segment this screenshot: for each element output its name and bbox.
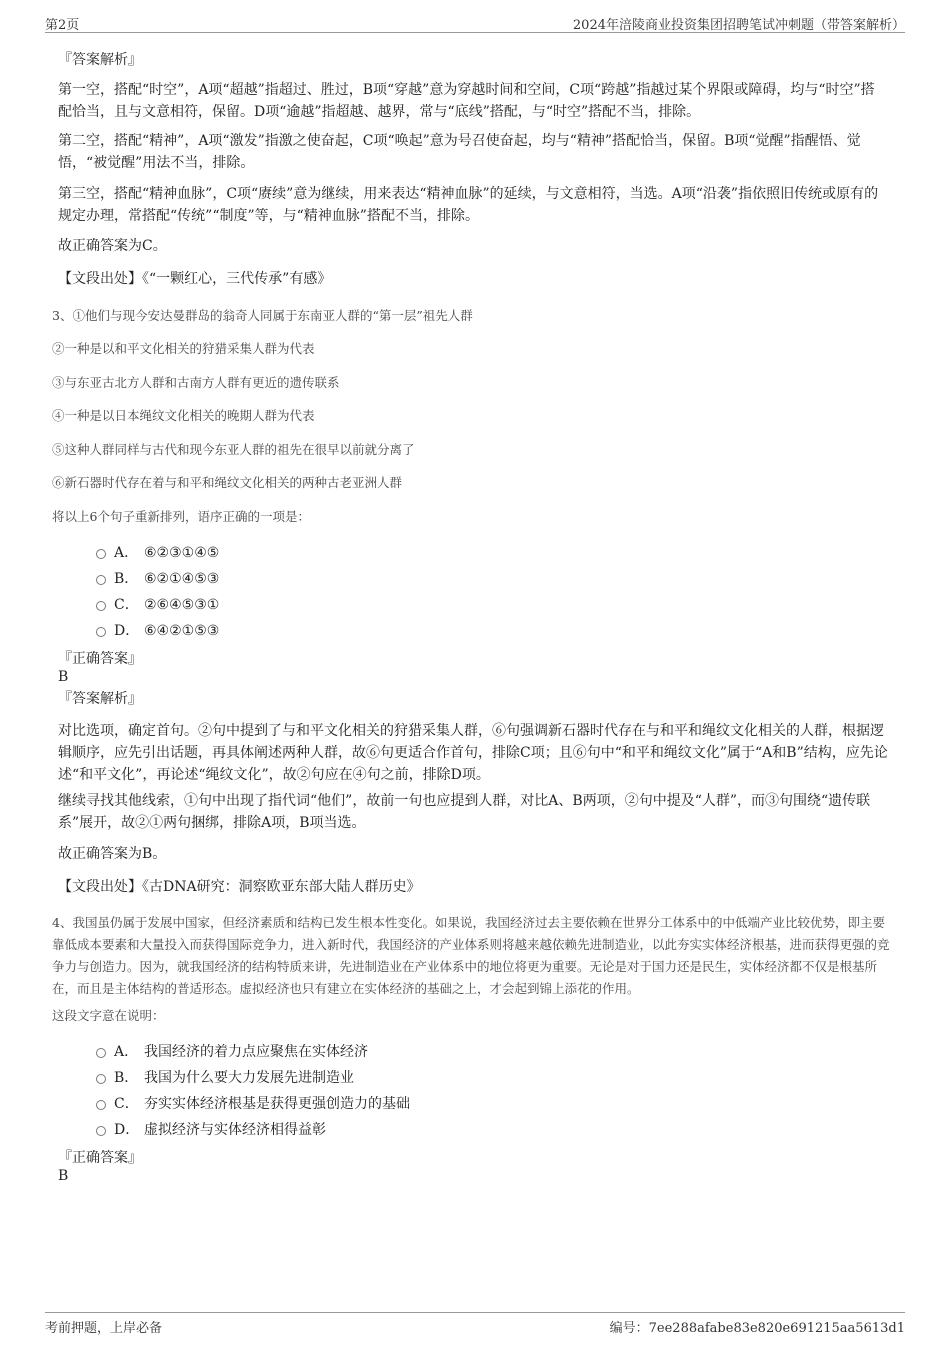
radio-icon[interactable] <box>96 601 106 611</box>
q2-conclusion: 故正确答案为C。 <box>58 238 167 254</box>
q3-sentence-6: ⑥新石器时代存在着与和平和绳纹文化相关的两种古老亚洲人群 <box>52 475 403 490</box>
option-letter: A． <box>114 1044 139 1060</box>
q3-answer-label: 『正确答案』 <box>58 651 142 667</box>
q3-analysis-p1: 对比选项，确定首句。②句中提到了与和平文化相关的狩猎采集人群，⑥句强调新石器时代存在与和平和绳纹文化相关的人群，根据逻辑顺序，应先引出话题，再具体阐述两种人群，故⑥句更适合作首句，排除C项；且⑥句中“和平和绳纹文化”属于“A和B”结构，应先论述“和平文化”，再论述“绳纹文化”，故②句应在④句之前，排除D项。 <box>58 723 888 783</box>
document-title: 2024年涪陵商业投资集团招聘笔试冲刺题（带答案解析） <box>572 18 905 33</box>
q3-sentence-3: ③与东亚古北方人群和古南方人群有更近的遗传联系 <box>52 375 340 390</box>
q4-option-b[interactable] <box>96 1068 354 1088</box>
option-text: ⑥②①④⑤③ <box>144 571 220 587</box>
q4-option-a[interactable] <box>96 1042 368 1062</box>
q4-stem: 4、我国虽仍属于发展中国家，但经济素质和结构已发生根本性变化。如果说，我国经济过去主要依赖在世界分工体系中的中低端产业比较优势，即主要靠低成本要素和大量投入而获得国际竞争力，进入新时代，我国经济的产业体系则将越来越依赖先进制造业，以此夯实实体经济根基，进而获得更强的竞争力与创造力。因为，就我国经济的结构特质来讲，先进制造业在产业体系中的地位将更为重要。无论是对于国力还是民生，实体经济都不仅是根基所在，而且是主体结构的普适形态。虚拟经济也只有建立在实体经济的基础之上，才会起到锦上添花的作用。 <box>52 915 890 996</box>
option-letter: D． <box>114 623 140 639</box>
q4-prompt: 这段文字意在说明： <box>52 1008 165 1023</box>
q3-option-a[interactable] <box>96 543 219 563</box>
option-text: 夯实实体经济根基是获得更强创造力的基础 <box>144 1096 410 1112</box>
page-footer <box>45 1312 905 1338</box>
q3-answer: B <box>58 669 69 685</box>
q3-sentence-4: ④一种是以日本绳纹文化相关的晚期人群为代表 <box>52 408 315 423</box>
option-text: 我国经济的着力点应聚焦在实体经济 <box>144 1044 368 1060</box>
q2-source: 【文段出处】《“一颗红心，三代传承”有感》 <box>58 271 332 287</box>
option-letter: A． <box>114 545 139 561</box>
q4-answer-label: 『正确答案』 <box>58 1150 142 1166</box>
q4-answer: B <box>58 1168 69 1184</box>
option-text: ②⑥④⑤③① <box>144 597 220 613</box>
q3-sentence-5: ⑤这种人群同样与古代和现今东亚人群的祖先在很早以前就分离了 <box>52 442 415 457</box>
q3-prompt: 将以上6个句子重新排列，语序正确的一项是： <box>52 509 310 524</box>
q3-conclusion: 故正确答案为B。 <box>58 846 167 862</box>
option-letter: D． <box>114 1122 140 1138</box>
radio-icon[interactable] <box>96 1126 106 1136</box>
option-letter: B． <box>114 571 139 587</box>
footer-slogan: 考前押题，上岸必备 <box>45 1321 163 1336</box>
radio-icon[interactable] <box>96 575 106 585</box>
option-text: ⑥②③①④⑤ <box>144 545 220 561</box>
option-letter: C． <box>114 597 139 613</box>
page-number: 第2页 <box>45 18 80 33</box>
radio-icon[interactable] <box>96 1100 106 1110</box>
option-text: 虚拟经济与实体经济相得益彰 <box>144 1122 326 1138</box>
page-header <box>45 14 905 33</box>
q3-stem: 3、①他们与现今安达曼群岛的翁奇人同属于东南亚人群的“第一层”祖先人群 <box>52 308 473 323</box>
option-text: ⑥④②①⑤③ <box>144 623 220 639</box>
q3-analysis-label: 『答案解析』 <box>58 691 142 707</box>
radio-icon[interactable] <box>96 1048 106 1058</box>
document-id: 编号：7ee288afabe83e820e691215aa5613d1 <box>609 1321 905 1336</box>
q3-option-d[interactable] <box>96 621 219 641</box>
q2-analysis-p3: 第三空，搭配“精神血脉”，C项“赓续”意为继续，用来表达“精神血脉”的延续，与文意相符，当选。A项“沿袭”指依照旧传统或原有的规定办理，常搭配“传统”“制度”等，与“精神血脉”搭配不当，排除。 <box>58 186 879 224</box>
q3-source: 【文段出处】《古DNA研究：洞察欧亚东部大陆人群历史》 <box>58 879 421 895</box>
q2-analysis-p2: 第二空，搭配“精神”，A项“激发”指激之使奋起，C项“唤起”意为号召使奋起，均与“精神”搭配恰当，保留。B项“觉醒”指醒悟、觉悟，“被觉醒”用法不当，排除。 <box>58 133 861 171</box>
q2-analysis-p1: 第一空，搭配“时空”，A项“超越”指超过、胜过，B项“穿越”意为穿越时间和空间，C项“跨越”指越过某个界限或障碍，均与“时空”搭配恰当，且与文意相符，保留。D项“逾越”指超越、越界，常与“底线”搭配，与“时空”搭配不当，排除。 <box>58 82 875 120</box>
q2-analysis-label: 『答案解析』 <box>58 52 142 68</box>
q3-option-b[interactable] <box>96 569 219 589</box>
option-letter: C． <box>114 1096 139 1112</box>
radio-icon[interactable] <box>96 549 106 559</box>
radio-icon[interactable] <box>96 627 106 637</box>
q4-option-c[interactable] <box>96 1094 410 1114</box>
q3-analysis-p2: 继续寻找其他线索，①句中出现了指代词“他们”，故前一句也应提到人群，对比A、B两项，②句中提及“人群”，而③句围绕“遗传联系”展开，故②①两句捆绑，排除A项，B项当选。 <box>58 793 871 831</box>
option-text: 我国为什么要大力发展先进制造业 <box>144 1070 354 1086</box>
q4-option-d[interactable] <box>96 1120 326 1140</box>
q3-sentence-2: ②一种是以和平文化相关的狩猎采集人群为代表 <box>52 341 315 356</box>
option-letter: B． <box>114 1070 139 1086</box>
q3-option-c[interactable] <box>96 595 219 615</box>
radio-icon[interactable] <box>96 1074 106 1084</box>
